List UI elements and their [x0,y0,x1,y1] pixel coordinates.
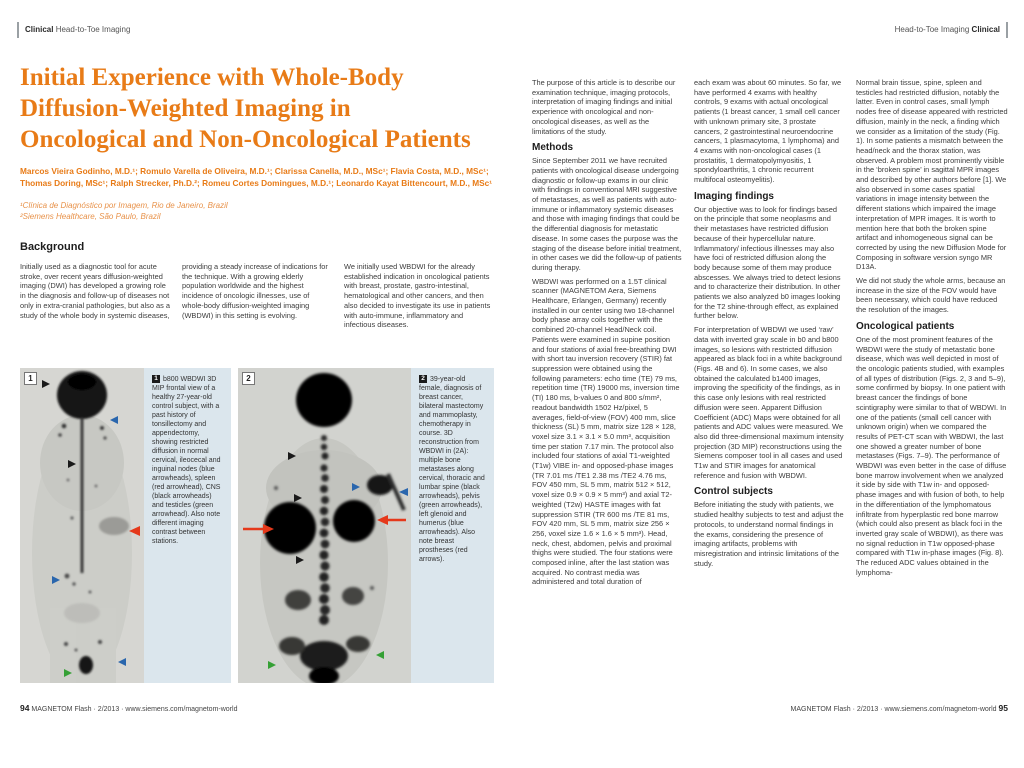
article-title [20,62,515,155]
oncological-patients-paragraph: One of the most prominent features of the WBDWI were the study of metastatic bone disease, which was well depicted in most of the oncologic patients studied, with examples of all types of distribution (Figs. 2, 3 and 5–9), some confirmed by biopsy. In one patient with breast cancer the findings of bone scintigraphy were similar to that of WBDWI. In one of the patients (small cell cancer with unknown origin) when we compared the results of PET-CT scan with WBDWI, the last one showed a greater number of bone metastases (Figs. 7–9). The performance of WBDWI was even better in the case of diffuse bone marrow involvement when we analyzed it side by side with T1w in- and opposed-phase images and with fusion of both, to help in the differentiation of the lymphomatous infiltrate from hyperplastic red bone marrow (which could also present as black foci in the inverted gray scale of WBDWI), as there was no signal reduction in T1w opposed-phase compared with T1w in-phase images (Fig. 8). The reduced ADC values obtained in the lymphoma- [856,334,1007,577]
figure-1-caption [144,368,231,683]
running-header-left-text: Head-to-Toe Imaging [55,25,131,34]
right-column-1 [532,78,682,591]
affiliation-1: ¹Clínica de Diagnóstico por Imagem, Rio de Janeiro, Brazil [20,201,228,210]
article-title-line3: Oncological and Non-Oncological Patients [20,126,471,153]
running-header-right-text: Head-to-Toe Imaging [894,25,970,34]
background-col3-text: We initially used WBDWI for the already established indication in oncological patients with breast, prostate, gastro-intestinal, hematological and other cancers, and then also decided to investigate its use in patients with auto-immune, inflammatory and infectious diseases. [344,262,491,330]
running-header-right [895,22,1008,38]
affiliations [20,200,500,222]
article-title-line2: Diffusion-Weighted Imaging in [20,95,351,122]
figure-2-caption-text: 39-year-old female, diagnosis of breast cancer, bilateral mastectomy and mammoplasty, chemotherapy in course. 3D reconstruction from WBDWI in (2A): multiple bone metastases along cervical, thoracic and lumbar spine (black arrowheads), pelvis (green arrowheads), left glenoid and humerus (blue arrowheads). Also note breast prostheses (red arrows). [419,376,485,563]
imaging-findings-paragraph-1: Our objective was to look for findings based on the principle that some neoplasms and their metastases have restricted diffusion because of their hypercellular nature. Inflammatory/ infectious illnesses may also have foci of restricted diffusion along the body because some of them may produce abscesses. We always tried to detect lesions and to characterize their distribution. In other patients we also analyzed b0 images looking for the T2 shine-through effect, as explained further below. [694,204,841,321]
running-header-left [17,22,130,38]
page-number-right: 95 [998,703,1008,713]
methods-paragraph-2: WBDWI was performed on a 1.5T clinical scanner (MAGNETOM Aera, Siemens Healthcare, Erlangen, Germany) recently installed in our center using two 18-channel body phase array coils together with the combined 20-channel Head/Neck coil. Patients were examined in supine position and four stations of axial free-breathing DWI with short tau inversion recovery (STIR) fat suppression were obtained using the following parameters: echo time (TE) 79 ms, repetition time (TR) 19000 ms, inversion time (TI) 180 ms, b-values 0 and 800 s/mm², readout bandwidth 1502 Hz/pixel, 5 averages, field-of-view (FOV) 400 mm, slice thickness (SL) 5 mm, matrix size 128 × 128, voxel size 3.1 × 3.1 × 5.0 mm³, acquisition time per station 7.17 min. The protocol also included four stations of axial T1-weighted (T1w) VIBE in- and opposed-phase images (TR 7.01 ms /TE1 2.38 ms /TE2 4.76 ms, FOV 450 mm, SL 5 mm, matrix 512 × 512, voxel size 0.9 × 0.9 × 5 mm³) and axial T2-weighted (T2w) HASTE images with fat suppression STIR (TR 600 ms /TE 81 ms, FOV 420 mm, SL 5 mm, matrix size 256 × 256, voxel size 1.6 × 1.6 × 5 mm³). Head, neck, chest, abdomen, pelvis and proximal thighs were studied. The four stations were composed inline, after the last station was acquired. No contrast media was administered and total duration of [532,276,680,587]
right-column-3 [856,78,1008,581]
control-subjects-paragraph: Before initiating the study with patients, we studied healthy subjects to test and adjust the protocols, to understand normal findings in the exams, considering the presence of imaging artifacts, problems with misregistration and intrinsic limitations of the study. [694,500,844,568]
fov-limitation-paragraph: We did not study the whole arms, because an increase in the size of the FOV would have been necessary, which could have reduced the resolution of the images. [856,276,1006,315]
figure-1-image [20,368,144,683]
exam-counts-paragraph: each exam was about 60 minutes. So far, we have performed 4 exams with healthy controls, 9 exams with actual oncological patients (1 breast cancer, 1 small cell cancer with unknown primary site, 3 prostate cancers, 2 gastrointestinal neuroendocrine cancers, 1 plasmacytoma, 1 lymphoma) and 4 exams with non-oncological cases (1 prostatitis, 1 dermatopolymyositis, 1 spondyloarthritis, 1 chronic recurrent multifocal osteomyelitis). [694,78,842,185]
methods-heading: Methods [532,142,574,154]
figure-2 [238,368,494,683]
caption-number-badge: 1 [152,375,160,383]
figure-number-badge: 2 [242,372,255,385]
background-column-1 [20,262,170,324]
figure1-scan-image [20,368,144,683]
oncological-patients-heading: Oncological patients [856,320,955,332]
page-number-left: 94 [20,703,30,713]
figure-2-image [238,368,411,683]
author-line2: Thomas Doring, MSc¹; Ralph Strecker, Ph.D.²; Romeu Cortes Domingues, M.D.¹; Leonardo Kayat Bittencourt, M.D., MSc¹ [20,178,493,188]
figure-2-caption [411,368,494,683]
running-header-left-bold: Clinical [25,25,54,34]
author-line1: Marcos Vieira Godinho, M.D.¹; Romulo Varella de Oliveira, M.D.¹; Clarissa Canella, M.D., MSc¹; Flavia Costa, M.D., MSc¹; [20,166,489,176]
figure2-scan-image [238,368,411,683]
imaging-findings-paragraph-2: For interpretation of WBDWI we used ‘raw’ data with inverted gray scale in b0 and b800 images, so lesions with restricted diffusion appeared as black foci in a white background (Figs. 4B and 6). In some cases, we also obtained the calculated b1400 images, improving the specificity of the findings, as in this case only lesions with real restricted diffusion were seen. Apparent Diffusion Coefficient (ADC) Maps were obtained for all patients and ADC values were measured. We also did three-dimensional maximum intensity projection (3D MIP) reconstructions using the Siemens composer tool in all cases and used T1w and STIR images for anatomical reference and fusion with WBDWI. [694,325,844,480]
footer-left-text: MAGNETOM Flash · 2/2013 · www.siemens.com/magnetom-world [31,706,238,713]
background-column-2 [182,262,332,324]
background-col2-text: providing a steady increase of indications for the technique. With a growing elderly population worldwide and the highest incidence of oncologic illnesses, use of whole-body diffusion-weighted imaging (WBDWI) in this setting is evolving. [182,262,328,320]
background-column-3 [344,262,494,334]
caption-number-badge: 2 [419,375,427,383]
figure-1-caption-text: b800 WBDWI 3D MIP frontal view of a healthy 27-year-old control subject, with a past history of tonsillectomy and appendectomy, showing restricted diffusion in normal cervical, ileocecal and inguinal nodes (blue arrowheads), spleen (red arrowhead), CNS (black arrowheads) and testicles (green arrowhead). Also note different imaging contrast between stations. [152,376,221,545]
methods-paragraph-1: Since September 2011 we have recruited patients with oncological disease undergoing diagnostic or follow-up exams in our clinic with findings in conventional MRI suggestive of metastases, as well as patients with auto-immune or inflammatory systemic diseases and those with imaging findings that could be the differential diagnosis for metastatic disease. In some cases the purpose was the staging of the disease before initial treatment, in other cases we did the follow-up of patients during therapy. [532,156,682,272]
footer-right [791,703,1008,713]
figure-number-badge: 1 [24,372,37,385]
author-list [20,165,510,189]
article-title-line1: Initial Experience with Whole-Body [20,64,404,91]
control-subjects-heading: Control subjects [694,486,773,498]
footer-right-text: MAGNETOM Flash · 2/2013 · www.siemens.com/magnetom-world [790,706,997,713]
affiliation-2: ²Siemens Healthcare, São Paulo, Brazil [20,212,161,221]
normal-findings-paragraph: Normal brain tissue, spine, spleen and testicles had restricted diffusion, notably the latter. Even in control cases, small lymph nodes free of disease appeared with restricted diffusion, mainly in the neck, a finding which we consider as a limitation of the study (Fig. 1). In some patients a mismatch between the head/neck and the thorax station, was observed. A problem most prominently visible in the ‘broken spine’ in sagittal MPR images and described by other authors before [1]. We also observed in some cases spatial variations in image intensity between the different stations which impaired the image interpretation of MPR images. It is worth to mention here that both the broken spine artifact and inhomogeneous signal can be corrected by using the new Diffusion Mode for Composing in software version syngo MR D13A. [856,78,1008,272]
right-column-2 [694,78,844,572]
running-header-right-bold: Clinical [971,25,1000,34]
imaging-findings-heading: Imaging findings [694,190,774,202]
background-col1-text: Initially used as a diagnostic tool for acute stroke, over recent years diffusion-weighted imaging (DWI) has developed a growing role in the diagnosis and follow-up of diseases not only in extra-cranial pathologies, but also as a study of the whole body in systemic diseases, [20,262,170,320]
purpose-paragraph: The purpose of this article is to describe our examination technique, imaging protocols, interpretation of imaging findings and initial experience with oncological and non-oncological diseases, as well as the limitations of the study. [532,78,676,136]
footer-left [20,703,237,713]
figure-1 [20,368,231,683]
background-heading: Background [20,241,85,253]
